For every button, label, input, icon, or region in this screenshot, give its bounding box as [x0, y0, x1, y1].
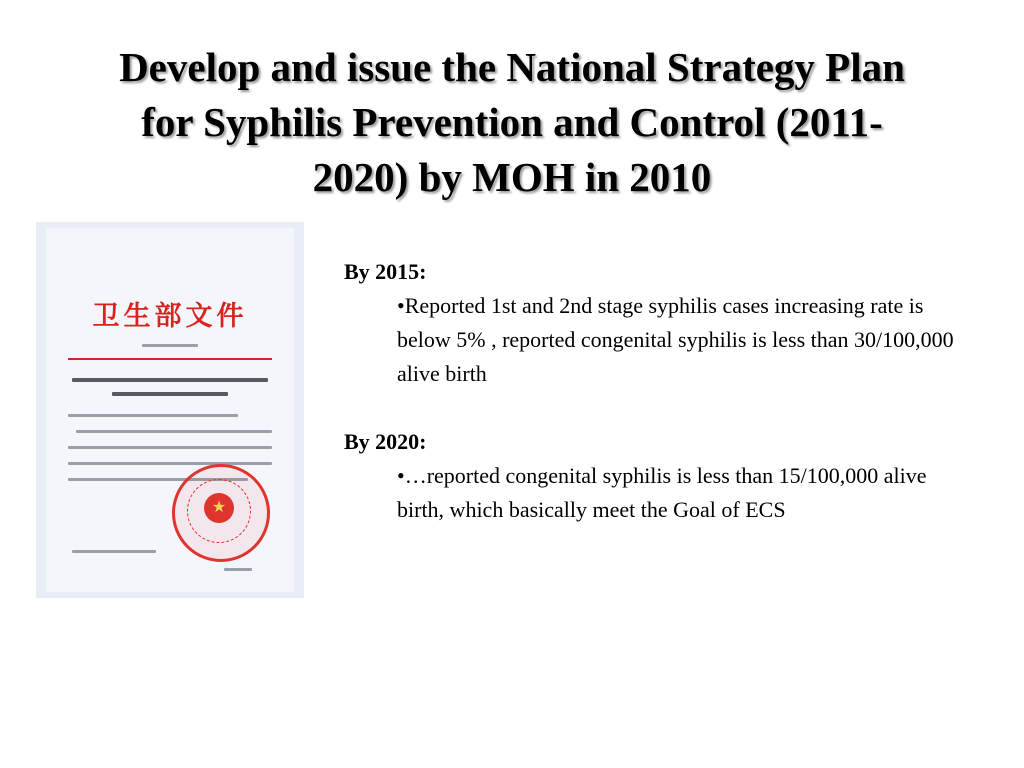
slide-title-line-2: for Syphilis Prevention and Control (2011-	[141, 99, 883, 145]
document-text-line	[68, 446, 272, 449]
document-title-line	[112, 392, 228, 396]
star-icon: ★	[211, 497, 227, 516]
target-list	[344, 255, 984, 527]
document-text-line	[68, 414, 238, 417]
document-text-line	[76, 430, 272, 433]
document-heading: 卫生部文件	[92, 301, 248, 332]
slide-title-line-1: Develop and issue the National Strategy Plan	[119, 44, 905, 90]
bullet-2015: •Reported 1st and 2nd stage syphilis cases increasing rate is below 5% , reported congenital syphilis is less than 30/100,000 alive birth	[397, 293, 954, 386]
document-footnote-line	[72, 550, 156, 553]
document-page	[46, 228, 294, 592]
document-text-line	[68, 462, 272, 465]
slide-title-line-3: 2020) by MOH in 2010	[312, 154, 712, 200]
document-page-number	[224, 568, 252, 571]
policy-document-image	[36, 222, 304, 598]
slide-title	[40, 40, 984, 205]
document-reference-line	[142, 344, 198, 347]
national-emblem-icon	[204, 493, 234, 523]
document-red-rule	[68, 358, 272, 360]
section-spacer	[344, 391, 984, 425]
bullet-2020: •…reported congenital syphilis is less than 15/100,000 alive birth, which basically meet the Goal of ECS	[397, 463, 927, 522]
document-title-line	[72, 378, 268, 382]
section-heading-2020: By 2020:	[344, 429, 427, 454]
official-seal	[172, 464, 270, 562]
section-heading-2015: By 2015:	[344, 259, 427, 284]
